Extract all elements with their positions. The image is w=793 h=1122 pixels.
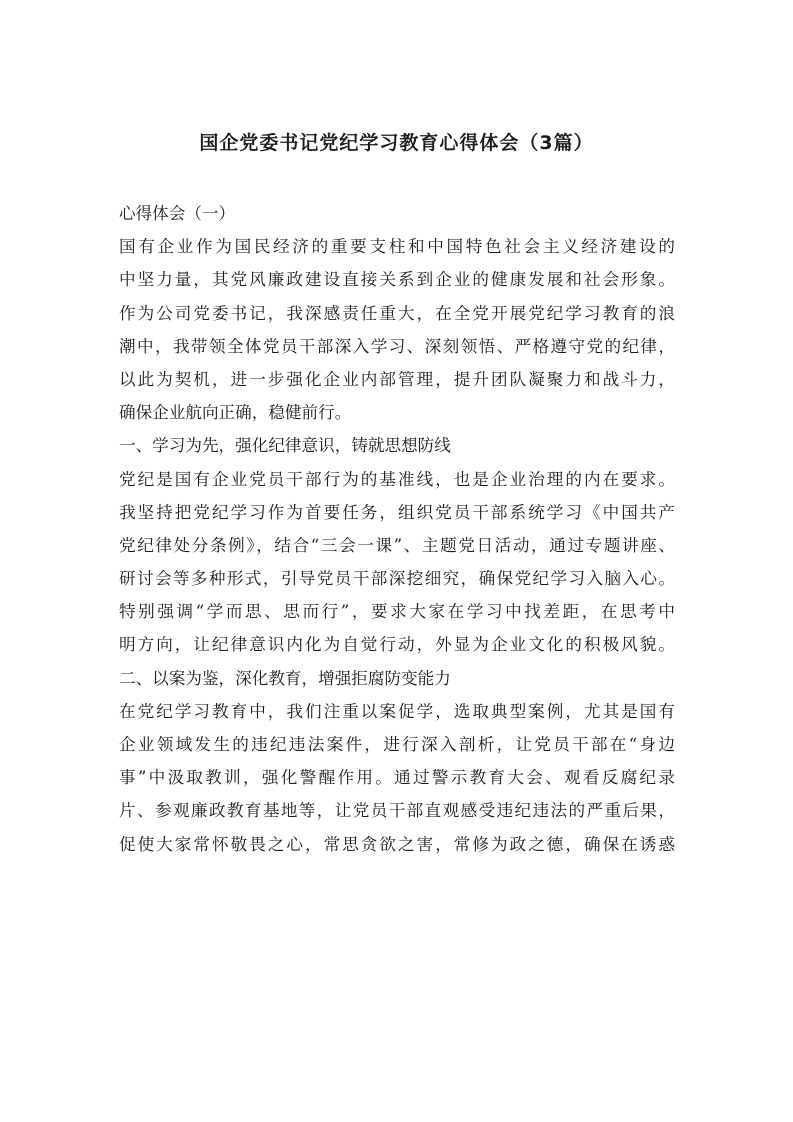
document-title: 国企党委书记党纪学习教育心得体会（3篇） — [199, 132, 594, 154]
text-line: 片、参观廉政教育基地等，让党员干部直观感受违纪违法的严重后果， — [119, 801, 675, 821]
text-line: 心得体会（一） — [119, 204, 236, 223]
document-body — [119, 197, 675, 861]
text-line: 促使大家常怀敬畏之心，常思贪欲之害，常修为政之德，确保在诱惑 — [119, 834, 675, 854]
text-line: 特别强调“学而思、思而行”，要求大家在学习中找差距，在思考中 — [119, 602, 675, 622]
text-line: 党纪律处分条例》，结合“三会一课”、主题党日活动，通过专题讲座、 — [119, 535, 675, 555]
text-line: 中坚力量，其党风廉政建设直接关系到企业的健康发展和社会形象。 — [119, 270, 675, 290]
text-line: 潮中，我带领全体党员干部深入学习、深刻领悟、严格遵守党的纪律， — [119, 336, 675, 356]
text-line: 明方向，让纪律意识内化为自觉行动，外显为企业文化的积极风貌。 — [119, 635, 675, 655]
section-heading: 二、以案为鉴，深化教育，增强拒腐防变能力 — [119, 668, 451, 688]
text-line: 在党纪学习教育中，我们注重以案促学，选取典型案例，尤其是国有 — [119, 701, 675, 721]
text-line: 党纪是国有企业党员干部行为的基准线，也是企业治理的内在要求。 — [119, 469, 675, 489]
text-line: 事”中汲取教训，强化警醒作用。通过警示教育大会、观看反腐纪录 — [119, 768, 675, 788]
text-line: 我坚持把党纪学习作为首要任务，组织党员干部系统学习《中国共产 — [119, 502, 675, 522]
section-heading: 一、学习为先，强化纪律意识，铸就思想防线 — [119, 436, 451, 456]
text-line: 企业领域发生的违纪违法案件，进行深入剖析，让党员干部在“身边 — [119, 735, 675, 754]
text-line: 国有企业作为国民经济的重要支柱和中国特色社会主义经济建设的 — [119, 237, 675, 257]
text-line: 研讨会等多种形式，引导党员干部深挖细究，确保党纪学习入脑入心。 — [119, 569, 675, 589]
text-line: 确保企业航向正确，稳健前行。 — [119, 403, 352, 423]
text-line: 作为公司党委书记，我深感责任重大，在全党开展党纪学习教育的浪 — [119, 303, 675, 323]
text-line: 以此为契机，进一步强化企业内部管理，提升团队凝聚力和战斗力， — [119, 369, 675, 389]
